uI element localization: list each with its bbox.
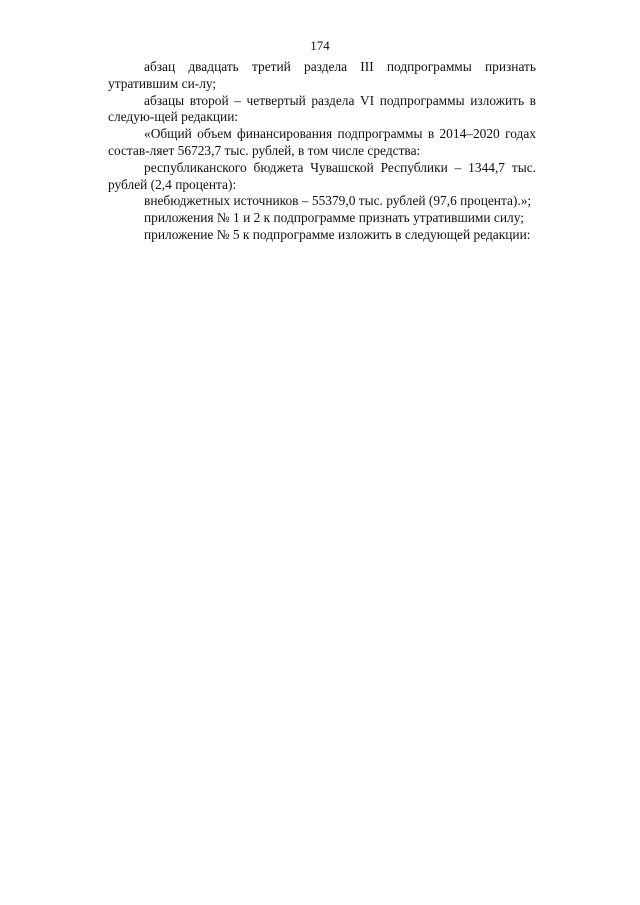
paragraph-7: приложение № 5 к подпрограмме изложить в следующей редакции: [144,226,531,242]
paragraph-4: республиканского бюджета Чувашской Республики – 1344,7 тыс. рублей (2,4 процента): [108,159,536,192]
page-number: 174 [310,38,330,53]
paragraph-2: абзацы второй – четвертый раздела VI подпрограммы изложить в следую-щей редакции: [108,92,536,125]
paragraph-5: внебюджетных источников – 55379,0 тыс. рублей (97,6 процента).»; [144,193,532,209]
document-body [108,59,536,244]
paragraph-3: «Общий объем финансирования подпрограммы в 2014–2020 годах состав-ляет 56723,7 тыс. рублей, в том числе средства: [108,126,536,158]
paragraph-1: абзац двадцать третий раздела III подпрограммы признать утратившим си-лу; [108,59,536,91]
paragraph-6: приложения № 1 и 2 к подпрограмме признать утратившими силу; [144,210,524,226]
